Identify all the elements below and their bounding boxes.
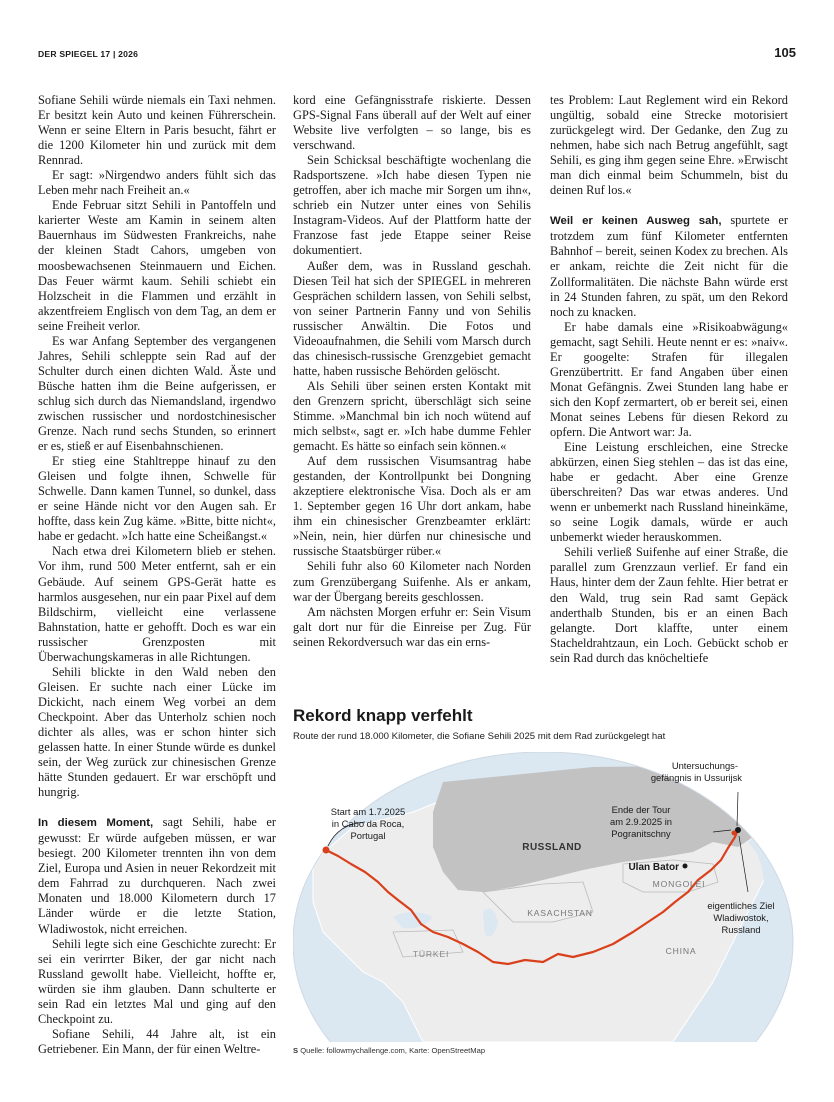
text-column-2: [293, 93, 531, 693]
paragraph: [293, 259, 531, 379]
paragraph: [550, 440, 788, 545]
text-column-1: [38, 93, 276, 1063]
graphic-subtitle: Route der rund 18.000 Kilometer, die Sofiane Sehili 2025 mit dem Rad zurückgelegt hat: [293, 731, 666, 742]
paragraph: [38, 937, 276, 1027]
paragraph: [550, 320, 788, 440]
goal-label-line1: eigentliches Ziel: [707, 900, 775, 911]
paragraph: [38, 198, 276, 333]
mongolia-label: MONGOLEI: [652, 879, 706, 889]
start-label-line1: Start am 1.7.2025: [330, 806, 406, 817]
paragraph-text: spurtete er trotzdem zum fünf Kilometer entfernten Bahnhof – bereit, seinen Kodex zu brechen. Als er ankam, reichte die Zeit nicht für die Zollformalitäten. Die nächste Bahn würde erst in 24 Stunden fahren, zu spät, um den Rekord noch zu knacken.: [550, 213, 788, 319]
start-marker: [323, 847, 330, 854]
paragraph-text: Sehili fuhr also 60 Kilometer nach Norden zum Grenzübergang Suifenhe. Als er ankam, war der Übergang bereits geschlossen.: [293, 559, 531, 604]
lead-in: Weil er keinen Ausweg sah,: [550, 215, 722, 228]
paragraph-text: sagt Sehili, habe er gewusst: Er würde aufgeben müssen, er war besiegt. 200 Kilometer trennten ihn von dem Ziel, Europa und Asien in neuer Rekordzeit mit dem Fahrrad zu durchqueren. Nach zwei Monaten und 18.000 Kilometern durch 17 Länder würde er die letzte Station, Wladiwostok, nicht erreichen.: [38, 815, 276, 936]
start-label-line3: Portugal: [350, 830, 386, 841]
paragraph: [38, 665, 276, 800]
china-label: CHINA: [665, 946, 697, 956]
paragraph-text: Sehili legte sich eine Geschichte zurecht: Er sei ein verirrter Biker, der gar nicht nach Russland gewollt habe. Vielleicht, hoffte er, würden sie ihm glauben. Dann schulterte er sein Rad ein letztes Mal und ging auf den Checkpoint zu.: [38, 936, 276, 1026]
paragraph-text: Auf dem russischen Visumsantrag habe gestanden, der Kontrollpunkt bei Dongning akzeptiere elektronische Visa. Doch als er am 1. September gegen 16 Uhr dort ankam, habe ihm ein chinesischer Grenzbeamter erklärt: »Nein, nein, hier dürfen nur chinesische und russische Staatsbürger rüber.«: [293, 454, 531, 559]
paragraph-text: tes Problem: Laut Reglement wird ein Rekord ungültig, sobald eine Strecke motorisiert zurückgelegt wird. Der Gedanke, den Zug zu nehmen, habe sich nach Betrug angefühlt, sagt Sehili, es ging ihm gegen seine Ehre. »Erwischt man dich einmal beim Schummeln, bist du deinen Ruf los.«: [550, 93, 788, 198]
paragraph-text: Eine Leistung erschleichen, eine Strecke abkürzen, einen Sieg stehlen – das ist das eine, habe er gedacht. Aber eine Grenze überschreiten? Das war etwas anderes. Und wenn er unbemerkt nach Russland hineinkäme, so seine Logik damals, würde er auch unbemerkt wieder herauskommen.: [550, 440, 788, 545]
paragraph-text: Als Sehili über seinen ersten Kontakt mit den Grenzern spricht, überschlägt sich seine Stimme. »Manchmal bin ich noch wütend auf mich selbst«, sagt er. »Ich habe dumme Fehler gemacht. Es hätte so einfach sein können.«: [293, 378, 531, 454]
end-label-line3: Pogranitschny: [611, 828, 671, 839]
paragraph-text: Ende Februar sitzt Sehili in Pantoffeln und karierter Weste am Kamin in seinem alten Bauernhaus im Südwesten Frankreichs, nahe der kleinen Stadt Cahors, umgeben von moosbewachsenen Steinmauern und Eichen. Das Feuer wärmt kaum. Sehili schiebt ein Holzscheit in die Flammen und erzählt in akzentfreiem Englisch von dem Tag, an dem er seine Freiheit verlor.: [38, 198, 276, 333]
paragraph: [38, 93, 276, 168]
paragraph: [550, 93, 788, 198]
paragraph: [38, 815, 276, 936]
russia-label: RUSSLAND: [522, 842, 582, 853]
prison-leader: [737, 792, 738, 826]
goal-label-line2: Wladiwostok,: [713, 912, 769, 923]
running-header: DER SPIEGEL 17 | 2026: [38, 49, 139, 59]
paragraph-text: Sehili verließ Suifenhe auf einer Straße, die parallel zum Grenzzaun verlief. Er fand ein Haus, hinter dem der Zaun fehlte. Hier betrat er den Wald, trug sein Rad samt Gepäck anderthalb Stunden, bis er an einen Bach gelangte. Dort klaffte, unter einem Stacheldrahtzaun, ein Loch. Gebückt schob er sein Rad durch das knöcheltiefe: [550, 545, 788, 665]
paragraph: [550, 545, 788, 665]
paragraph-text: Er habe damals eine »Risikoabwägung« gemacht, sagt Sehili. Heute nennt er es: »naiv«. Er googelte: Strafen für illegalen Grenzübertritt. Er fand Angaben über einen Monat Gefängnis. Zwei Stunden lang habe er sich den Kopf zermartert, ob er bereit sei, einen Monat seines Lebens für diesen Rekord zu opfern. Die Antwort war: Ja.: [550, 319, 788, 439]
paragraph-text: Sofiane Sehili, 44 Jahre alt, ist ein Getriebener. Ein Mann, der für einen Weltre-: [38, 1026, 276, 1056]
prison-label-line2: gefängnis in Ussurijsk: [650, 772, 742, 783]
spiegel-mark: S: [293, 1046, 299, 1055]
paragraph-text: Sein Schicksal beschäftigte wochenlang die Radsportszene. »Ich habe diesen Typen nie getroffen, aber ich mache mir Sorgen um ihn«, schrieb ein Nutzer unter eines von Sehilis Instagram-Videos. Auf der Plattform hatte der Franzose fast jede Etappe seiner Reise dokumentiert.: [293, 153, 531, 258]
paragraph-text: Nach etwa drei Kilometern blieb er stehen. Vor ihm, rund 500 Meter entfernt, sah er ein Gebäude. Auf seinem GPS-Gerät hatte es harmlos ausgesehen, nur ein paar Pixel auf dem Bildschirm, vielleicht eine verlassene Bahnstation, hatte er gehofft. Doch es war ein russischer Grenzposten mit Überwachungskameras in alle Richtungen.: [38, 544, 276, 664]
paragraph-text: Sehili blickte in den Wald neben den Gleisen. Er suchte nach einer Lücke im Dickicht, nach einem Weg vorbei an dem Checkpoint. Aber das Unterholz schien noch dichter als alles, was er schon hinter sich gelassen hatte. In einer Stunde würde es dunkel sein, der Weg zurück zur chinesischen Grenze hätte Stunden gedauert. Er war erschöpft und hungrig.: [38, 664, 276, 800]
paragraph: [293, 605, 531, 650]
paragraph-text: Er sagt: »Nirgendwo anders fühlt sich das Leben mehr nach Freiheit an.«: [38, 168, 276, 198]
prison-label-line1: Untersuchungs-: [671, 760, 738, 771]
paragraph: [293, 559, 531, 604]
paragraph-text: Außer dem, was in Russland geschah. Diesen Teil hat sich der SPIEGEL in mehreren Gesprächen schildern lassen, von Sehili selbst, von seiner Partnerin Fanny und von Sehilis russischer Anwältin. Die Fotos und Videoaufnahmen, die Sehili vom Marsch durch das chinesisch-russische Grenzgebiet gemacht hatte, haben russische Behörden gelöscht.: [293, 258, 531, 378]
paragraph: [550, 213, 788, 319]
paragraph-text: Es war Anfang September des vergangenen Jahres, Sehili schleppte sein Rad auf der Schulter durch einen dichten Wald. Äste und Büsche hatten ihm die Beine aufgerissen, er schlug sich durch das Niemandsland, irgendwo zwischen russischer und nordostchinesischer Grenze. Nach rund sechs Stunden, so erinnert er es, stieß er auf Eisenbahnschienen.: [38, 333, 276, 454]
paragraph-text: kord eine Gefängnisstrafe riskierte. Dessen GPS-Signal Fans überall auf der Welt auf einer Website live verfolgten – so lange, bis es verschwand.: [293, 93, 531, 153]
paragraph: [38, 544, 276, 664]
route-map: [293, 752, 796, 1042]
paragraph: [38, 334, 276, 454]
paragraph: [38, 168, 276, 198]
lead-in: In diesem Moment,: [38, 817, 154, 830]
paragraph: [38, 1027, 276, 1057]
kazakhstan-label: KASACHSTAN: [527, 908, 593, 918]
prison-marker: [732, 831, 737, 836]
paragraph: [293, 153, 531, 258]
paragraph-text: Am nächsten Morgen erfuhr er: Sein Visum galt dort nur für die Einreise per Zug. Für seinen Rekordversuch war das ein erns-: [293, 604, 531, 649]
paragraph-text: Er stieg eine Stahltreppe hinauf zu den Gleisen und folgte ihnen, Schwelle für Schwelle. Dann kamen Tunnel, so dunkel, dass er seine Hände nicht vor den Augen sah. Er hoffte, dass kein Zug käme. »Bitte, bitte nicht«, habe er gedacht. »Ich hatte eine Scheißangst.«: [38, 454, 276, 544]
ulan-bator-label: Ulan Bator: [628, 862, 679, 873]
paragraph: [293, 454, 531, 559]
goal-label-line3: Russland: [721, 924, 761, 935]
page-number: 105: [774, 45, 796, 60]
turkey-label: TÜRKEI: [412, 949, 450, 959]
ulan-bator-marker: [683, 864, 688, 869]
paragraph: [293, 93, 531, 153]
graphic-source: [293, 1046, 485, 1055]
paragraph: [293, 379, 531, 454]
end-label-line2: am 2.9.2025 in: [609, 816, 673, 827]
source-text: Quelle: followmychallenge.com, Karte: OpenStreetMap: [298, 1046, 486, 1055]
text-column-3: [550, 93, 788, 693]
graphic-title: Rekord knapp verfehlt: [293, 706, 473, 725]
start-label-line2: in Cabo da Roca,: [331, 818, 405, 829]
end-label-line1: Ende der Tour: [611, 804, 671, 815]
paragraph: [38, 454, 276, 544]
paragraph-text: Sofiane Sehili würde niemals ein Taxi nehmen. Er besitzt kein Auto und keinen Führerschein. Wenn er seine Eltern in Paris besucht, fährt er die 1200 Kilometer hin und zurück mit dem Rennrad.: [38, 93, 276, 168]
